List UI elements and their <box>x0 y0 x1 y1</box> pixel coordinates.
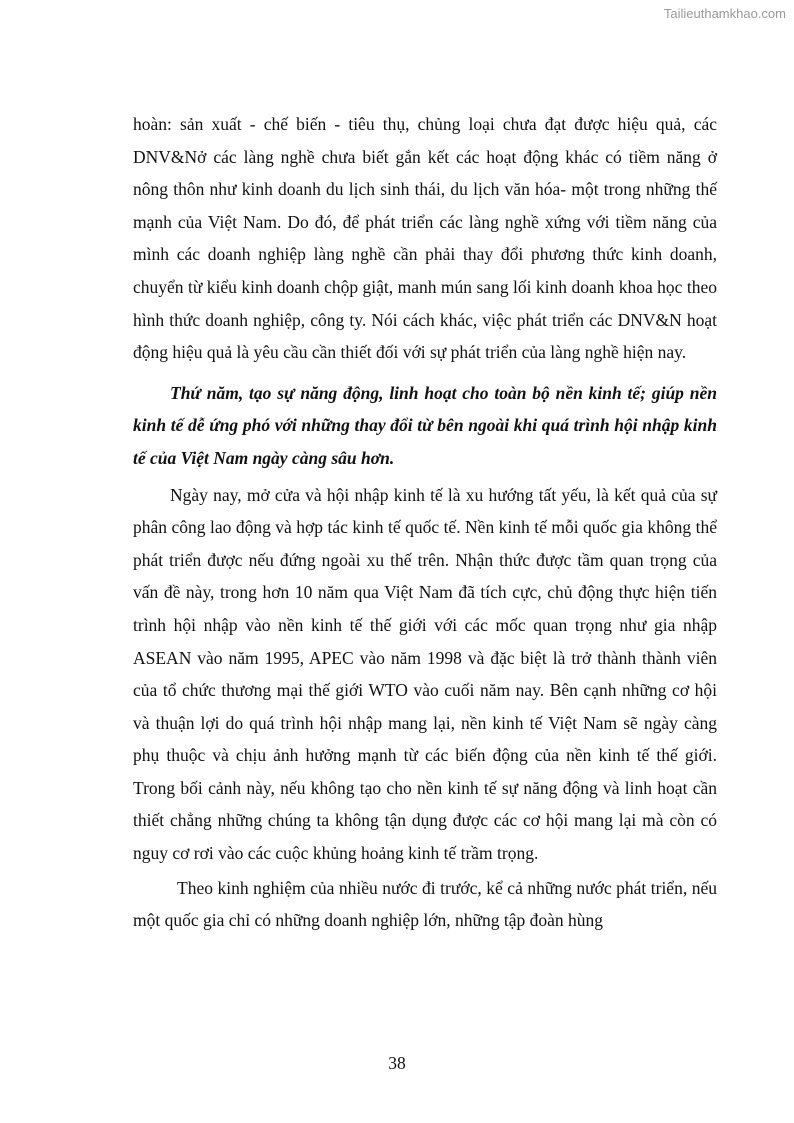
page-body <box>133 108 717 937</box>
watermark-text: Tailieuthamkhao.com <box>663 6 786 21</box>
page-number: 38 <box>388 1053 406 1073</box>
section-heading-thu-nam: Thứ năm, tạo sự năng động, linh hoạt cho toàn bộ nền kinh tế; giúp nền kinh tế dễ ứng phó với những thay đổi từ bên ngoài khi quá trình hội nhập kinh tế của Việt Nam ngày càng sâu hơn. <box>133 382 717 468</box>
paragraph-experience: Theo kinh nghiệm của nhiều nước đi trước, kể cả những nước phát triển, nếu một quốc gia chỉ có những doanh nghiệp lớn, những tập đoàn hùng <box>133 877 717 931</box>
paragraph-continuation: hoàn: sản xuất - chế biến - tiêu thụ, chủng loại chưa đạt được hiệu quả, các DNV&Nở các làng nghề chưa biết gắn kết các hoạt động khác có tiềm năng ở nông thôn như kinh doanh du lịch sinh thái, du lịch văn hóa- một trong những thế mạnh của Việt Nam. Do đó, để phát triển các làng nghề xứng với tiềm năng của mình các doanh nghiệp làng nghề cần phải thay đổi phương thức kinh doanh, chuyển từ kiểu kinh doanh chộp giật, manh mún sang lối kinh doanh khoa học theo hình thức doanh nghiệp, công ty. Nói cách khác, việc phát triển các DNV&N hoạt động hiệu quả là yêu cầu cần thiết đối với sự phát triển của làng nghề hiện nay. <box>133 114 717 363</box>
paragraph-integration: Ngày nay, mở cửa và hội nhập kinh tế là xu hướng tất yếu, là kết quả của sự phân công lao động và hợp tác kinh tế quốc tế. Nền kinh tế mỗi quốc gia không thể phát triển được nếu đứng ngoài xu thế trên. Nhận thức được tầm quan trọng của vấn đề này, trong hơn 10 năm qua Việt Nam đã tích cực, chủ động thực hiện tiến trình hội nhập vào nền kinh tế thế giới với các mốc quan trọng như gia nhập ASEAN vào năm 1995, APEC vào năm 1998 và đặc biệt là trở thành thành viên của tổ chức thương mại thế giới WTO vào cuối năm nay. Bên cạnh những cơ hội và thuận lợi do quá trình hội nhập mang lại, nền kinh tế Việt Nam sẽ ngày càng phụ thuộc và chịu ảnh hưởng mạnh từ các biến động của nền kinh tế thế giới. Trong bối cảnh này, nếu không tạo cho nền kinh tế sự năng động và linh hoạt cần thiết chẳng những chúng ta không tận dụng được các cơ hội mang lại mà còn có nguy cơ rơi vào các cuộc khủng hoảng kinh tế trầm trọng. <box>133 484 717 864</box>
